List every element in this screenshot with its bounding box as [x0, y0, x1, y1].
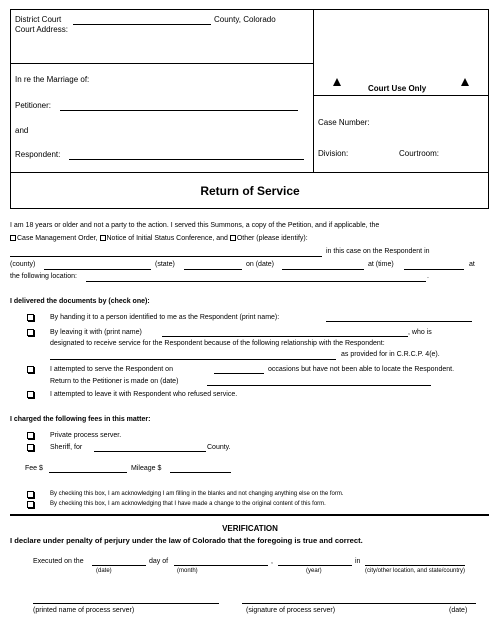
- delivered-opt1-checkbox[interactable]: [27, 314, 34, 321]
- attempt-date-field[interactable]: [214, 373, 264, 374]
- ack2-label: By checking this box, I am acknowledging that I have made a change to the original content of this form.: [50, 501, 326, 507]
- delivered-heading: I delivered the documents by (check one):: [10, 298, 150, 305]
- other-checkbox[interactable]: [230, 235, 236, 241]
- intro-line: I am 18 years or older and not a party to the action. I served this Summons, a copy of the Petition, and if applicable, the: [10, 222, 380, 229]
- courtroom-label: Courtroom:: [399, 149, 440, 158]
- delivered-opt4-checkbox[interactable]: [27, 391, 34, 398]
- other-label: Other (please identify):: [236, 235, 308, 242]
- at-label: at: [469, 261, 475, 268]
- ack2-checkbox[interactable]: [27, 501, 34, 508]
- executed-year-field[interactable]: [278, 565, 352, 566]
- cmo-checkbox[interactable]: [10, 235, 16, 241]
- delivered-opt2-label-a: By leaving it with (print name): [50, 329, 142, 336]
- respondent-label: Respondent:: [15, 150, 61, 159]
- private-server-checkbox[interactable]: [27, 432, 34, 439]
- right-triangle-icon: [461, 78, 469, 86]
- state-label: (state): [155, 261, 175, 268]
- respondent-print-name-field[interactable]: [326, 321, 472, 322]
- executed-month-field[interactable]: [174, 565, 268, 566]
- court-address-label: Court Address:: [15, 25, 68, 34]
- fee-label: Fee $: [25, 465, 43, 472]
- ack1-label: By checking this box, I am acknowledging I am filling in the blanks and not changing anything else on the form.: [50, 491, 344, 497]
- relationship-field[interactable]: [50, 359, 336, 360]
- delivered-opt3-label-b: occasions but have not been able to locate the Respondent.: [268, 366, 455, 373]
- fees-heading: I charged the following fees in this matter:: [10, 416, 151, 423]
- delivered-opt3-label-c: Return to the Petitioner is made on (date): [50, 378, 179, 385]
- printed-name-field[interactable]: [33, 603, 219, 604]
- and-label: and: [15, 126, 29, 135]
- sheriff-county-field[interactable]: [94, 451, 206, 452]
- location-field[interactable]: [86, 281, 426, 282]
- comma-label: ,: [271, 558, 273, 565]
- county-label: (county): [10, 261, 36, 268]
- sheriff-county-label: County.: [207, 444, 231, 451]
- following-location-label: the following location:: [10, 273, 77, 280]
- form-title: Return of Service: [200, 184, 300, 198]
- in-re-label: In re the Marriage of:: [15, 75, 90, 84]
- mileage-label: Mileage $: [131, 465, 162, 472]
- intro-options: [10, 235, 308, 242]
- private-server-label: Private process server.: [50, 432, 122, 439]
- sheriff-checkbox[interactable]: [27, 444, 34, 451]
- return-date-field[interactable]: [207, 385, 431, 386]
- district-court-label: District Court: [15, 15, 62, 24]
- declaration-text: I declare under penalty of perjury under the law of Colorado that the foregoing is true and correct.: [10, 536, 363, 545]
- cmo-label: Case Management Order,: [17, 235, 98, 242]
- at-time-label: at (time): [368, 261, 394, 268]
- executed-day-field[interactable]: [92, 565, 146, 566]
- day-of-label: day of: [149, 558, 169, 565]
- delivered-opt2-label-c: designated to receive service for the Respondent because of the following relationship with the Respondent:: [50, 340, 385, 347]
- month-caption: (month): [177, 568, 198, 574]
- fee-field[interactable]: [49, 472, 127, 473]
- court-use-only-label: Court Use Only: [368, 84, 427, 93]
- in-label: in: [355, 558, 361, 565]
- service-date-field[interactable]: [282, 269, 364, 270]
- signature-date-caption: (date): [449, 607, 468, 614]
- delivered-opt3-checkbox[interactable]: [27, 366, 34, 373]
- service-time-field[interactable]: [404, 269, 464, 270]
- city-caption: (city/other location, and state/country): [365, 568, 466, 574]
- ack1-checkbox[interactable]: [27, 491, 34, 498]
- district-court-field[interactable]: [73, 24, 211, 25]
- verification-heading: VERIFICATION: [222, 524, 278, 533]
- delivered-opt2-label-d: as provided for in C.R.C.P. 4(e).: [341, 351, 440, 358]
- signature-field[interactable]: [242, 603, 476, 604]
- state-field[interactable]: [184, 269, 242, 270]
- respondent-field[interactable]: [69, 159, 304, 160]
- delivered-opt1-label: By handing it to a person identified to me as the Respondent (print name):: [50, 314, 280, 321]
- in-this-case-label: in this case on the Respondent in: [326, 248, 430, 255]
- date-caption: (date): [96, 568, 112, 574]
- county-colorado-label: County, Colorado: [214, 15, 276, 24]
- petitioner-field[interactable]: [60, 110, 298, 111]
- division-label: Division:: [318, 149, 349, 158]
- mileage-field[interactable]: [170, 472, 231, 473]
- delivered-opt3-label-a: I attempted to serve the Respondent on: [50, 366, 173, 373]
- executed-location-field[interactable]: [365, 565, 465, 566]
- notice-checkbox[interactable]: [100, 235, 106, 241]
- year-caption: (year): [306, 568, 322, 574]
- location-period: .: [427, 273, 429, 280]
- other-identify-field[interactable]: [10, 256, 322, 257]
- left-triangle-icon: [333, 78, 341, 86]
- signature-caption: (signature of process server): [246, 607, 336, 614]
- section-divider: [10, 514, 489, 516]
- delivered-opt2-checkbox[interactable]: [27, 329, 34, 336]
- printed-name-caption: (printed name of process server): [33, 607, 135, 614]
- delivered-opt4-label: I attempted to leave it with Respondent who refused service.: [50, 391, 238, 398]
- on-date-label: on (date): [246, 261, 275, 268]
- executed-on-label: Executed on the: [33, 558, 84, 565]
- left-with-name-field[interactable]: [162, 336, 408, 337]
- county-field[interactable]: [44, 269, 151, 270]
- delivered-opt2-label-b: , who is: [408, 329, 432, 336]
- court-use-divider: [313, 95, 489, 96]
- petitioner-label: Petitioner:: [15, 101, 52, 110]
- notice-label: Notice of Initial Status Conference, and: [106, 235, 228, 242]
- sheriff-for-label: Sheriff, for: [50, 444, 83, 451]
- case-number-label: Case Number:: [318, 118, 370, 127]
